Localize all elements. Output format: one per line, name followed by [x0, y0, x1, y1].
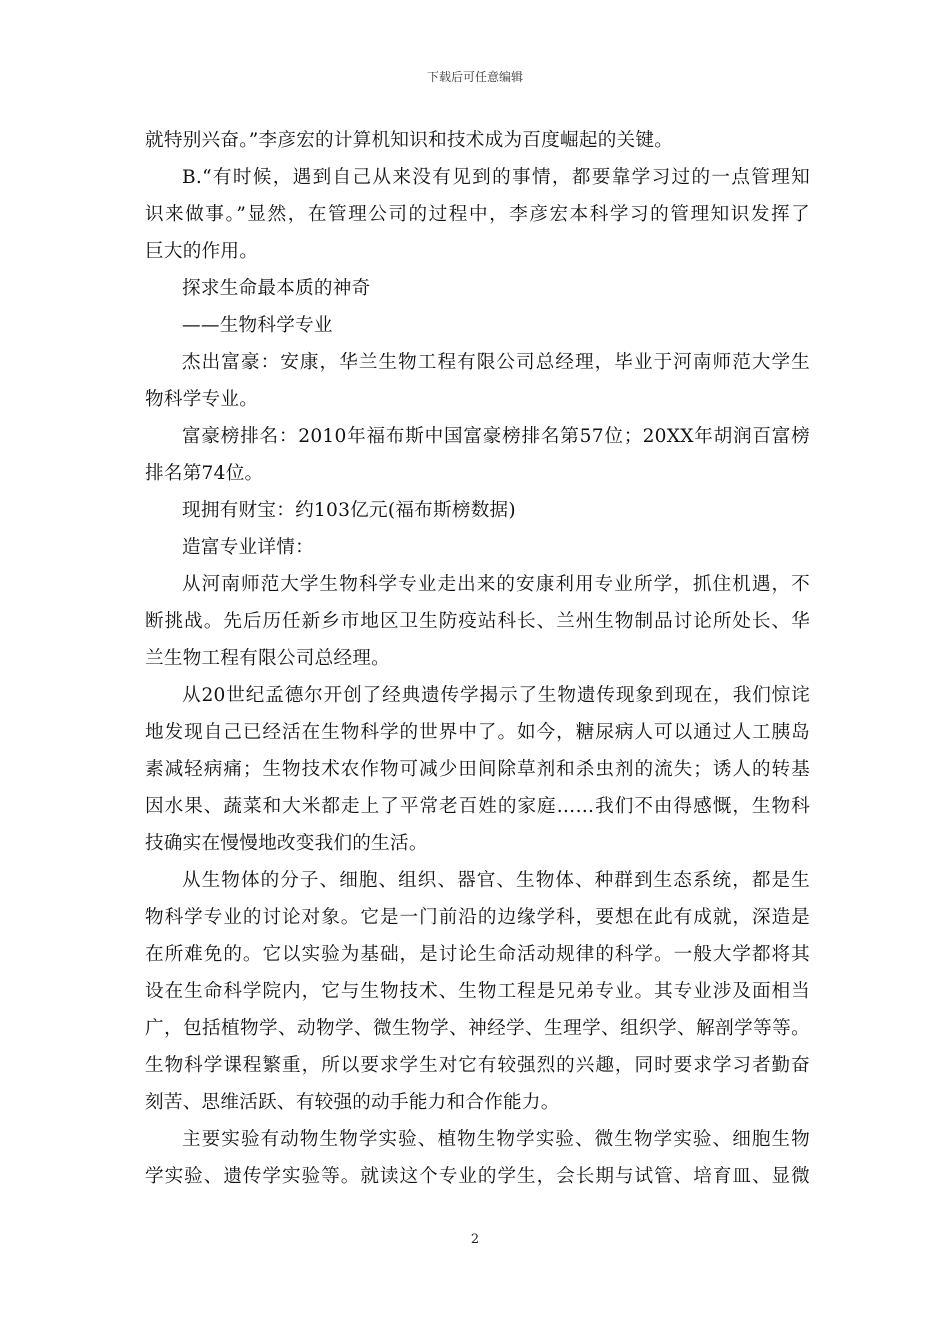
page-number: 2	[470, 1232, 480, 1247]
text-line: 因水果、蔬菜和大米都走上了平常老百姓的家庭……我们不由得感慨，生物科	[145, 796, 810, 817]
text-line: 杰出富豪：安康，华兰生物工程有限公司总经理，毕业于河南师范大学生	[182, 352, 810, 373]
text-line: 现拥有财宝：约103亿元(福布斯榜数据)	[182, 500, 516, 521]
text-line: 巨大的作用。	[145, 241, 259, 262]
document-body	[145, 122, 810, 1195]
text-line: ——生物科学专业	[182, 315, 333, 336]
text-line: 物科学专业的讨论对象。它是一门前沿的边缘学科，要想在此有成就，深造是	[145, 907, 810, 928]
text-line: 从河南师范大学生物科学专业走出来的安康利用专业所学，抓住机遇，不	[182, 574, 810, 595]
text-line: B.“有时候，遇到自己从来没有见到的事情，都要靠学习过的一点管理知	[182, 167, 810, 188]
text-line: 广，包括植物学、动物学、微生物学、神经学、生理学、组织学、解剖学等等。	[145, 1018, 810, 1039]
text-line: 刻苦、思维活跃、有较强的动手能力和合作能力。	[145, 1092, 560, 1113]
text-line: 物科学专业。	[145, 389, 259, 410]
text-line: 兰生物工程有限公司总经理。	[145, 648, 390, 669]
text-line: 富豪榜排名：2010年福布斯中国富豪榜排名第57位；20XX年胡润百富榜	[182, 426, 810, 447]
text-line: 造富专业详情：	[182, 537, 314, 558]
text-line: 主要实验有动物生物学实验、植物生物学实验、微生物学实验、细胞生物	[182, 1129, 810, 1150]
text-line: 探求生命最本质的神奇	[182, 278, 371, 299]
text-line: 设在生命科学院内，它与生物技术、生物工程是兄弟专业。其专业涉及面相当	[145, 981, 810, 1002]
text-line: 断挑战。先后历任新乡市地区卫生防疫站科长、兰州生物制品讨论所处长、华	[145, 611, 810, 632]
text-line: 技确实在慢慢地改变我们的生活。	[145, 833, 428, 854]
page-header: 下载后可任意编辑	[426, 70, 523, 84]
text-line: 地发现自己已经活在生物科学的世界中了。如今，糖尿病人可以通过人工胰岛	[145, 722, 810, 743]
text-line: 学实验、遗传学实验等。就读这个专业的学生，会长期与试管、培育皿、显微	[145, 1166, 810, 1187]
text-line: 识来做事。”显然，在管理公司的过程中，李彦宏本科学习的管理知识发挥了	[145, 204, 810, 225]
text-line: 在所难免的。它以实验为基础，是讨论生命活动规律的科学。一般大学都将其	[145, 944, 810, 965]
text-line: 生物科学课程繁重，所以要求学生对它有较强烈的兴趣，同时要求学习者勤奋	[145, 1055, 810, 1076]
text-line: 就特别兴奋。”李彦宏的计算机知识和技术成为百度崛起的关键。	[145, 130, 674, 151]
text-line: 排名第74位。	[145, 463, 264, 484]
text-line: 从20世纪孟德尔开创了经典遗传学揭示了生物遗传现象到现在，我们惊诧	[182, 685, 810, 706]
text-line: 从生物体的分子、细胞、组织、器官、生物体、种群到生态系统，都是生	[182, 870, 810, 891]
text-line: 素减轻病痛；生物技术农作物可减少田间除草剂和杀虫剂的流失；诱人的转基	[145, 759, 810, 780]
